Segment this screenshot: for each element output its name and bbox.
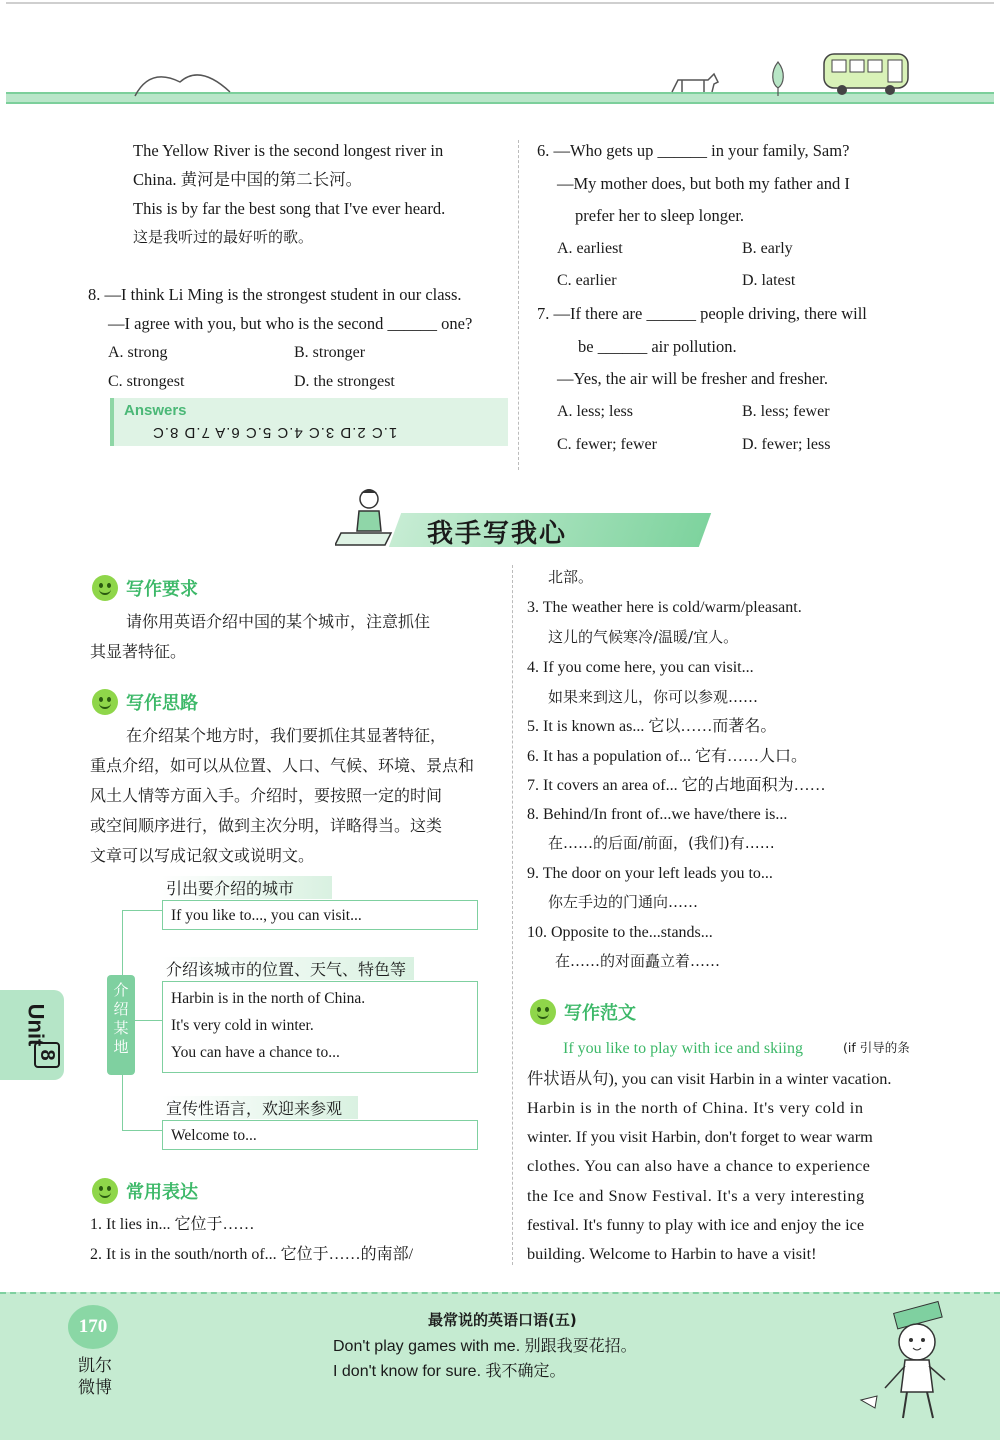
footer-line-1: Don't play games with me. 别跟我耍花招。 bbox=[333, 1338, 637, 1355]
model-line-2: 件状语从句), you can visit Harbin in a winter vacation. bbox=[527, 1069, 892, 1088]
q8-option-a: A. strong bbox=[108, 344, 168, 361]
top-decorative-band bbox=[0, 0, 1000, 110]
expression-9-chinese: 你左手边的门通向…… bbox=[548, 893, 699, 911]
top-rule bbox=[6, 2, 994, 4]
idea-line-4: 或空间顺序进行，做到主次分明，详略得当。这类 bbox=[90, 816, 443, 835]
expression-6: 6. It has a population of... 它有……人口。 bbox=[527, 748, 807, 765]
column-divider-top bbox=[518, 140, 519, 470]
idea-line-2: 重点介绍，如可以从位置、人口、气候、环境、景点和 bbox=[90, 756, 475, 775]
model-line-1-green: If you like to play with ice and skiing bbox=[563, 1040, 803, 1057]
bus-icon bbox=[820, 50, 914, 98]
q6-question-line-2: —My mother does, but both my father and I bbox=[557, 174, 850, 193]
q8-question-line-2: —I agree with you, but who is the second ______ one? bbox=[108, 314, 473, 333]
answers-text-upside-down: 1.C 2.D 3.C 4.C 5.C 6.A 7.D 8.C bbox=[152, 424, 398, 441]
q7-option-b: B. less; fewer bbox=[742, 403, 830, 420]
q8-option-d: D. the strongest bbox=[294, 373, 395, 390]
footer-edge bbox=[0, 1292, 1000, 1302]
model-heading-text: 写作范文 bbox=[564, 1003, 636, 1024]
tree-branch-3 bbox=[122, 1130, 162, 1131]
expression-8-chinese: 在……的后面/前面，(我们)有…… bbox=[548, 834, 775, 852]
tree-2-label: 介绍该城市的位置、天气、特色等 bbox=[162, 957, 414, 980]
q7-option-a: A. less; less bbox=[557, 403, 633, 420]
tree-1-box bbox=[162, 900, 478, 930]
tree-doodle-icon bbox=[768, 58, 788, 98]
q7-question-line-3: —Yes, the air will be fresher and fresher. bbox=[557, 369, 828, 388]
idea-line-3: 风土人情等方面入手。介绍时，要按照一定的时间 bbox=[90, 786, 443, 805]
tree-vertical-label-text: 介绍某地 bbox=[113, 981, 129, 1056]
expression-3-chinese: 这儿的气候寒冷/温暖/宜人。 bbox=[548, 628, 739, 646]
tree-3-box bbox=[162, 1120, 478, 1150]
unit-tab bbox=[0, 990, 64, 1080]
q8-option-c: C. strongest bbox=[108, 373, 185, 390]
boy-doodle-icon bbox=[855, 1300, 975, 1430]
tree-2-box bbox=[162, 981, 478, 1073]
expression-1: 1. It lies in... 它位于…… bbox=[90, 1216, 255, 1233]
requirement-heading bbox=[92, 575, 198, 601]
tree-3-text: Welcome to... bbox=[171, 1127, 257, 1144]
expression-10: 10. Opposite to the...stands... bbox=[527, 924, 713, 941]
model-line-3: Harbin is in the north of China. It's very cold in bbox=[527, 1098, 864, 1117]
expression-10-chinese: 在……的对面矗立着…… bbox=[555, 952, 721, 970]
page-number: 170 bbox=[68, 1305, 118, 1349]
tree-vertical-label bbox=[107, 975, 135, 1075]
expression-4-chinese: 如果来到这儿，你可以参观…… bbox=[548, 688, 759, 706]
q6-option-b: B. early bbox=[742, 240, 793, 257]
column-divider-bottom bbox=[512, 565, 513, 1265]
example-2-english: This is by far the best song that I've ever heard. bbox=[133, 199, 446, 218]
idea-heading bbox=[92, 689, 198, 715]
tree-branch-1 bbox=[122, 910, 162, 911]
requirement-heading-text: 写作要求 bbox=[126, 579, 198, 600]
example-1-line-1: The Yellow River is the second longest river in bbox=[133, 141, 444, 160]
unit-number: 8 bbox=[34, 1042, 60, 1068]
model-line-5: clothes. You can also have a chance to experience bbox=[527, 1156, 871, 1175]
model-heading bbox=[530, 999, 636, 1025]
brand-label: 凯尔微博 bbox=[78, 1356, 112, 1398]
cat-doodle-icon bbox=[130, 62, 240, 98]
smiley-icon bbox=[92, 575, 118, 601]
model-line-4: winter. If you visit Harbin, don't forget to wear warm bbox=[527, 1127, 873, 1146]
model-line-7: festival. It's funny to play with ice and enjoy the ice bbox=[527, 1215, 865, 1234]
tree-2-text-3: You can have a chance to... bbox=[171, 1044, 340, 1061]
unit-label: Unit bbox=[23, 1003, 49, 1047]
q6-question-line-3: prefer her to sleep longer. bbox=[575, 206, 745, 225]
section-banner bbox=[335, 505, 705, 551]
q6-option-d: D. latest bbox=[742, 272, 796, 289]
smiley-icon bbox=[92, 1178, 118, 1204]
q7-question-line-2: be ______ air pollution. bbox=[578, 337, 737, 356]
example-1-line-2: China. 黄河是中国的第二长河。 bbox=[133, 170, 363, 189]
q6-option-c: C. earlier bbox=[557, 272, 617, 289]
answers-label: Answers bbox=[124, 402, 187, 419]
q8-option-b: B. stronger bbox=[294, 344, 366, 361]
model-line-1-note: (if 引导的条 bbox=[843, 1040, 910, 1055]
expression-4: 4. If you come here, you can visit... bbox=[527, 659, 754, 676]
idea-heading-text: 写作思路 bbox=[126, 693, 198, 714]
expression-5: 5. It is known as... 它以……而著名。 bbox=[527, 718, 777, 735]
expression-9: 9. The door on your left leads you to... bbox=[527, 865, 773, 882]
tree-3-label: 宣传性语言，欢迎来参观 bbox=[162, 1096, 358, 1119]
q7-option-d: D. fewer; less bbox=[742, 436, 831, 453]
q6-option-a: A. earliest bbox=[557, 240, 623, 257]
dog-doodle-icon bbox=[668, 70, 722, 96]
answers-box bbox=[110, 398, 508, 446]
smiley-icon bbox=[92, 689, 118, 715]
q7-question-line-1: 7. —If there are ______ people driving, there will bbox=[537, 304, 867, 323]
footer-line-2: I don't know for sure. 我不确定。 bbox=[333, 1363, 566, 1380]
expression-2-continued: 北部。 bbox=[548, 568, 594, 586]
q7-option-c: C. fewer; fewer bbox=[557, 436, 657, 453]
tree-branch-2 bbox=[135, 1020, 162, 1021]
smiley-icon bbox=[530, 999, 556, 1025]
expression-2: 2. It is in the south/north of... 它位于……的南部/ bbox=[90, 1246, 414, 1263]
model-line-8: building. Welcome to Harbin to have a visit! bbox=[527, 1244, 817, 1263]
model-line-6: the Ice and Snow Festival. It's a very interesting bbox=[527, 1186, 865, 1205]
requirement-line-2: 其显著特征。 bbox=[90, 642, 187, 661]
tree-1-label: 引出要介绍的城市 bbox=[162, 876, 332, 899]
expressions-heading-text: 常用表达 bbox=[126, 1182, 198, 1203]
idea-line-5: 文章可以写成记叙文或说明文。 bbox=[90, 846, 315, 865]
footer-title: 最常说的英语口语(五) bbox=[428, 1311, 577, 1329]
requirement-line-1: 请你用英语介绍中国的某个城市，注意抓住 bbox=[126, 612, 431, 631]
expression-3: 3. The weather here is cold/warm/pleasant. bbox=[527, 599, 802, 616]
idea-line-1: 在介绍某个地方时，我们要抓住其显著特征， bbox=[126, 726, 447, 745]
example-2-chinese: 这是我听过的最好听的歌。 bbox=[133, 228, 314, 246]
expression-8: 8. Behind/In front of...we have/there is... bbox=[527, 806, 788, 823]
tree-2-text-1: Harbin is in the north of China. bbox=[171, 990, 366, 1007]
q6-question-line-1: 6. —Who gets up ______ in your family, Sam? bbox=[537, 141, 850, 160]
writing-kid-icon bbox=[335, 487, 397, 549]
expressions-heading bbox=[92, 1178, 198, 1204]
banner-title: 我手写我心 bbox=[427, 519, 568, 549]
q8-question-line-1: 8. —I think Li Ming is the strongest student in our class. bbox=[88, 285, 462, 304]
tree-2-text-2: It's very cold in winter. bbox=[171, 1017, 314, 1034]
expression-7: 7. It covers an area of... 它的占地面积为…… bbox=[527, 777, 826, 794]
tree-1-text: If you like to..., you can visit... bbox=[171, 907, 362, 924]
